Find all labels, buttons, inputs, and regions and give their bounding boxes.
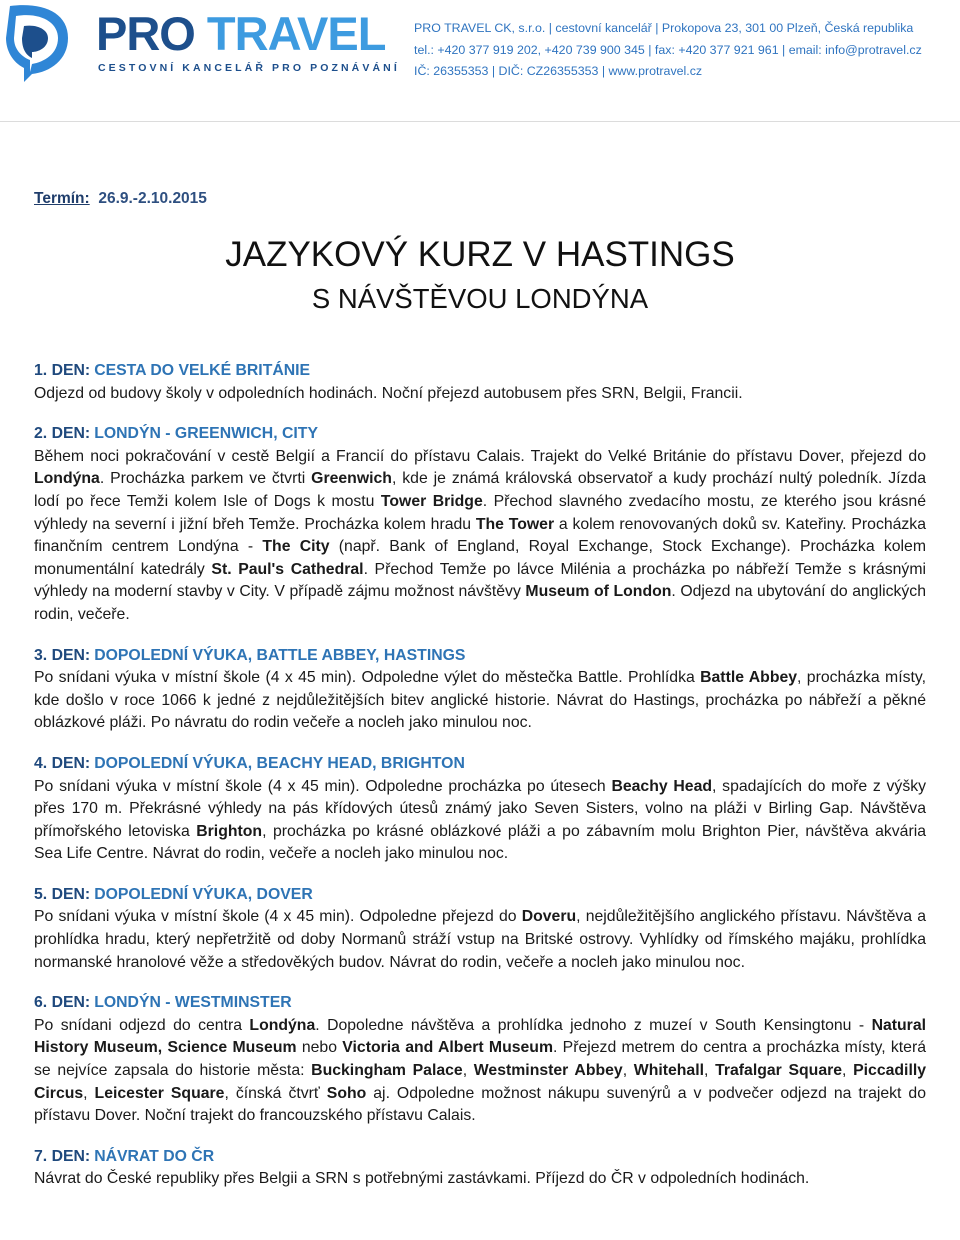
protravel-logo-icon: [2, 2, 72, 84]
description-text: . Odjezd na ubytování do anglických rodin, večeře.: [34, 583, 926, 623]
day-title: DOPOLEDNÍ VÝUKA, BATTLE ABBEY, HASTINGS: [94, 646, 466, 664]
page-header: [0, 0, 960, 122]
description-text: Po snídani výuka v místní škole (4 x 45 min). Odpoledne přejezd do: [34, 908, 522, 926]
description-text: , čínská čtvrť: [224, 1084, 327, 1102]
day-heading: [34, 753, 926, 776]
description-text: , spadajících do moře z výšky přes 170 m. Překrásné výhledy na pás křídových útesů známý jako Seven Sisters, volno na pláži v Birling Gap. Návštěva přímořského letoviska: [34, 777, 927, 840]
day-description: [34, 383, 926, 406]
description-text: ,: [622, 1062, 634, 1080]
description-text: Odjezd od budovy školy v odpoledních hodinách. Noční přejezd autobusem přes SRN, Belgii, Francii.: [34, 384, 743, 402]
description-text: . Přejezd metrem do centra a procházka místy, která se nejvíce zapsala do historie města:: [34, 1039, 926, 1080]
itinerary-day: [34, 423, 926, 626]
contact-ids-web: IČ: 26355353 | DIČ: CZ26355353 | www.protravel.cz: [414, 64, 703, 78]
description-text: ,: [462, 1062, 474, 1080]
highlighted-place: Londýna: [249, 1016, 316, 1034]
description-text: , kde je známá královská observatoř a kudy prochází nultý poledník. Jízda lodí po řece Temži kolem Isle of Dogs k mostu: [34, 470, 926, 510]
highlighted-place: St. Paul's Cathedral: [211, 560, 364, 578]
highlighted-place: Londýna: [34, 470, 100, 488]
itinerary: [34, 360, 926, 1209]
description-text: ,: [83, 1084, 95, 1102]
day-description: [34, 776, 926, 866]
day-label: 7. DEN:: [34, 1147, 91, 1165]
header-divider: [0, 121, 960, 122]
itinerary-day: [34, 884, 926, 974]
itinerary-day: [34, 360, 926, 405]
day-heading: [34, 360, 926, 383]
highlighted-place: Brighton: [196, 822, 263, 840]
highlighted-place: The Tower: [475, 515, 555, 533]
brand-name-part2: TRAVEL: [206, 7, 386, 60]
page-subtitle: S NÁVŠTĚVOU LONDÝNA: [311, 283, 649, 314]
term-value: 26.9.-2.10.2015: [98, 190, 207, 207]
brand-name: [96, 7, 386, 60]
day-description: [34, 906, 926, 974]
description-text: . Dopoledne návštěva a prohlídka jednoho z muzeí v South Kensingtonu -: [315, 1016, 872, 1034]
description-text: Po snídani výuka v místní škole (4 x 45 min). Odpoledne výlet do městečka Battle. Prohlídka: [34, 669, 701, 687]
day-title: DOPOLEDNÍ VÝUKA, DOVER: [94, 885, 313, 903]
brand-name-part1: PRO: [96, 7, 195, 60]
highlighted-place: Leicester Square: [94, 1084, 225, 1102]
highlighted-place: Trafalgar Square: [715, 1062, 843, 1080]
description-text: a kolem renovovaných doků sv. Kateřiny. Procházka finančním centrem Londýna -: [34, 515, 926, 556]
day-description: [34, 1168, 926, 1191]
highlighted-place: Battle Abbey: [700, 669, 798, 687]
highlighted-place: Piccadilly Circus: [34, 1062, 927, 1102]
description-text: , nejdůležitějšího anglického přístavu. Návštěva a prohlídka hradu, který nepřetržitě od doby Normanů stráží vstup na Britské ostrovy. Vyhlídky od římského majáku, prohlídka normanské hranolové věže a středověkých budov. Návrat do rodin, večeře a nocleh jako minulou noc.: [34, 908, 926, 971]
term-label: Termín:: [34, 190, 90, 207]
description-text: ,: [842, 1062, 854, 1080]
contact-phone-email: tel.: +420 377 919 202, +420 739 900 345 | fax: +420 377 921 961 | email: info@protravel.cz: [414, 42, 922, 57]
description-text: Návrat do České republiky přes Belgii a SRN s potřebnými zastávkami. Příjezd do ČR v odpoledních hodinách.: [34, 1170, 810, 1188]
page-title: JAZYKOVÝ KURZ V HASTINGS: [225, 235, 735, 274]
day-title: LONDÝN - GREENWICH, CITY: [94, 425, 318, 443]
highlighted-place: Buckingham Palace: [311, 1062, 463, 1080]
highlighted-place: Natural History Museum, Science Museum: [34, 1016, 926, 1057]
day-label: 2. DEN:: [34, 425, 91, 443]
itinerary-day: [34, 645, 926, 735]
highlighted-place: Westminster Abbey: [473, 1062, 623, 1080]
description-text: Po snídani výuka v místní škole (4 x 45 min). Odpoledne procházka po útesech: [34, 777, 612, 795]
highlighted-place: Beachy Head: [611, 777, 713, 795]
day-heading: [34, 1146, 926, 1169]
description-text: . Procházka parkem ve čtvrti: [99, 470, 312, 488]
day-label: 3. DEN:: [34, 646, 91, 664]
day-label: 5. DEN:: [34, 885, 91, 903]
day-description: [34, 1015, 926, 1128]
contact-info: [414, 18, 959, 83]
description-text: . Přechod Temže po lávce Milénia a procházka po nábřeží Temže s krásnými výhledy na moderní stavby v City. V případě zájmu možnost návštěvy: [34, 560, 926, 601]
itinerary-day: [34, 753, 926, 866]
day-heading: [34, 992, 926, 1015]
day-label: 6. DEN:: [34, 994, 91, 1012]
day-description: [34, 446, 926, 627]
description-text: , procházka místy, kde došlo v roce 1066 k jedné z nejdůležitějších bitev anglické historie. Návrat do Hastings, procházka po nábřeží a pěkné oblázkové pláži. Po návratu do rodin večeře a nocleh jako minulou noc.: [34, 669, 926, 732]
highlighted-place: The City: [262, 538, 330, 556]
highlighted-place: Victoria and Albert Museum: [342, 1039, 553, 1057]
brand-tagline: CESTOVNÍ KANCELÁŘ PRO POZNÁVÁNÍ: [98, 62, 400, 74]
description-text: (např. Bank of England, Royal Exchange, Stock Exchange). Procházka kolem monumentální katedrály: [34, 538, 926, 578]
term-line: [34, 190, 207, 208]
day-label: 1. DEN:: [34, 362, 91, 379]
day-title: NÁVRAT DO ČR: [94, 1147, 215, 1165]
day-heading: [34, 884, 926, 907]
highlighted-place: Whitehall: [633, 1062, 704, 1080]
contact-address: PRO TRAVEL CK, s.r.o. | cestovní kancelář | Prokopova 23, 301 00 Plzeň, Česká republika: [414, 21, 914, 35]
day-title: DOPOLEDNÍ VÝUKA, BEACHY HEAD, BRIGHTON: [94, 754, 465, 772]
description-text: Během noci pokračování v cestě Belgií a Francií do přístavu Calais. Trajekt do Velké Británie do přístavu Dover, přejezd do: [34, 447, 926, 465]
day-description: [34, 667, 926, 735]
highlighted-place: Greenwich: [311, 470, 392, 488]
day-title: CESTA DO VELKÉ BRITÁNIE: [94, 362, 311, 379]
description-text: , procházka po krásné oblázkové pláži a po zábavním molu Brighton Pier, návštěva akvária Sea Life Centre. Návrat do rodin, večeře a nocleh jako minulou noc.: [34, 822, 927, 863]
description-text: Po snídani odjezd do centra: [34, 1016, 250, 1034]
description-text: aj. Odpoledne možnost nákupu suvenýrů a v podvečer odjezd na trajekt do přístavu Dover. Noční trajekt do francouzského přístavu Calais.: [34, 1084, 926, 1125]
description-text: nebo: [296, 1039, 343, 1057]
day-label: 4. DEN:: [34, 754, 91, 772]
description-text: ,: [704, 1062, 716, 1080]
itinerary-day: [34, 992, 926, 1128]
description-text: . Přechod slavného zvedacího mostu, ze kterého jsou krásné výhledy na severní i jižní břeh Temže. Procházka kolem hradu: [34, 492, 926, 533]
highlighted-place: Museum of London: [525, 583, 672, 601]
highlighted-place: Soho: [326, 1084, 367, 1102]
day-heading: [34, 423, 926, 446]
day-title: LONDÝN - WESTMINSTER: [94, 994, 292, 1012]
highlighted-place: Tower Bridge: [380, 492, 483, 510]
day-heading: [34, 645, 926, 668]
itinerary-day: [34, 1146, 926, 1191]
highlighted-place: Doveru: [521, 908, 577, 926]
